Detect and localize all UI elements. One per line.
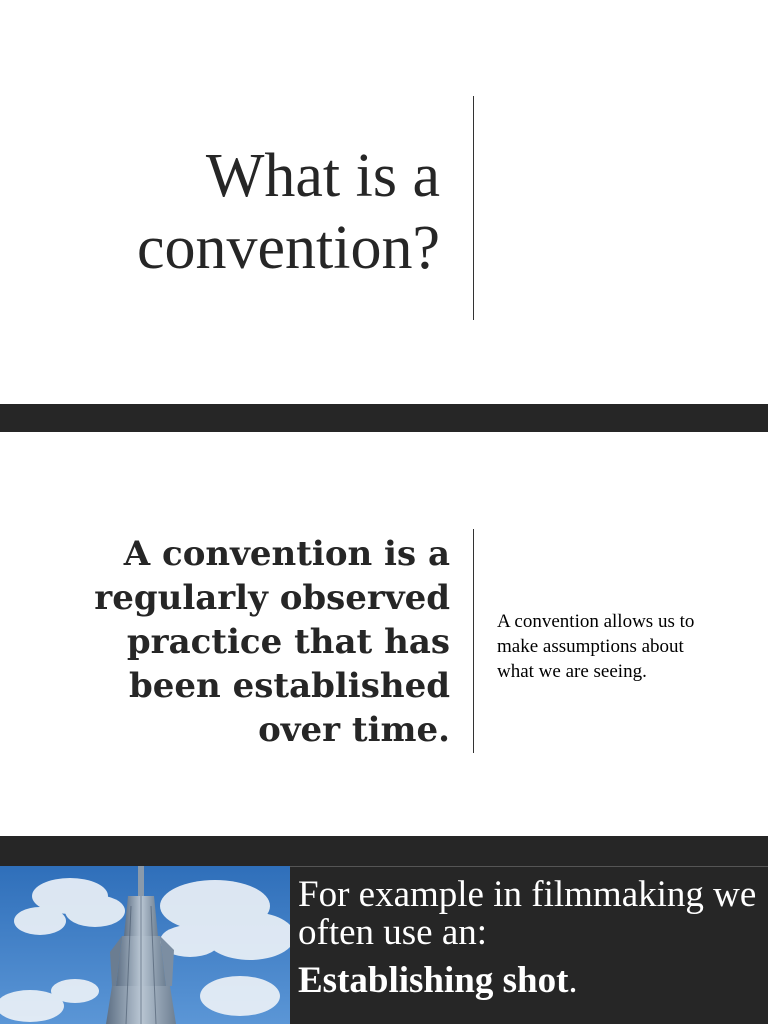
example-line-1: For example in filmmaking we	[298, 874, 757, 915]
slide-title	[0, 0, 768, 404]
title-line-2: convention?	[136, 214, 440, 282]
slide-title-heading	[20, 140, 440, 284]
title-line-1: What is a	[205, 142, 440, 210]
vertical-divider	[473, 529, 474, 753]
skyscraper-photo	[0, 866, 290, 1024]
vertical-divider	[473, 96, 474, 320]
example-text	[298, 876, 768, 1000]
definition-line-4: been established	[129, 666, 450, 706]
example-emphasis-line	[298, 962, 768, 1000]
slide-separator	[0, 404, 768, 432]
slide-top-rule	[290, 866, 768, 867]
emphasis-suffix: .	[568, 960, 578, 1001]
slide-example	[0, 866, 768, 1024]
example-line-2: often use an:	[298, 912, 488, 953]
definition-line-5: over time.	[258, 710, 450, 750]
establishing-shot-term: Establishing shot	[298, 960, 569, 1001]
slide-definition	[0, 432, 768, 836]
definition-body: A convention allows us to make assumptions about what we are seeing.	[497, 611, 695, 682]
definition-heading	[30, 532, 450, 752]
definition-line-3: practice that has	[126, 622, 450, 662]
skyscraper-illustration	[0, 866, 290, 1024]
definition-line-2: regularly observed	[94, 578, 450, 618]
definition-line-1: A convention is a	[123, 534, 450, 574]
slide-separator	[0, 836, 768, 866]
